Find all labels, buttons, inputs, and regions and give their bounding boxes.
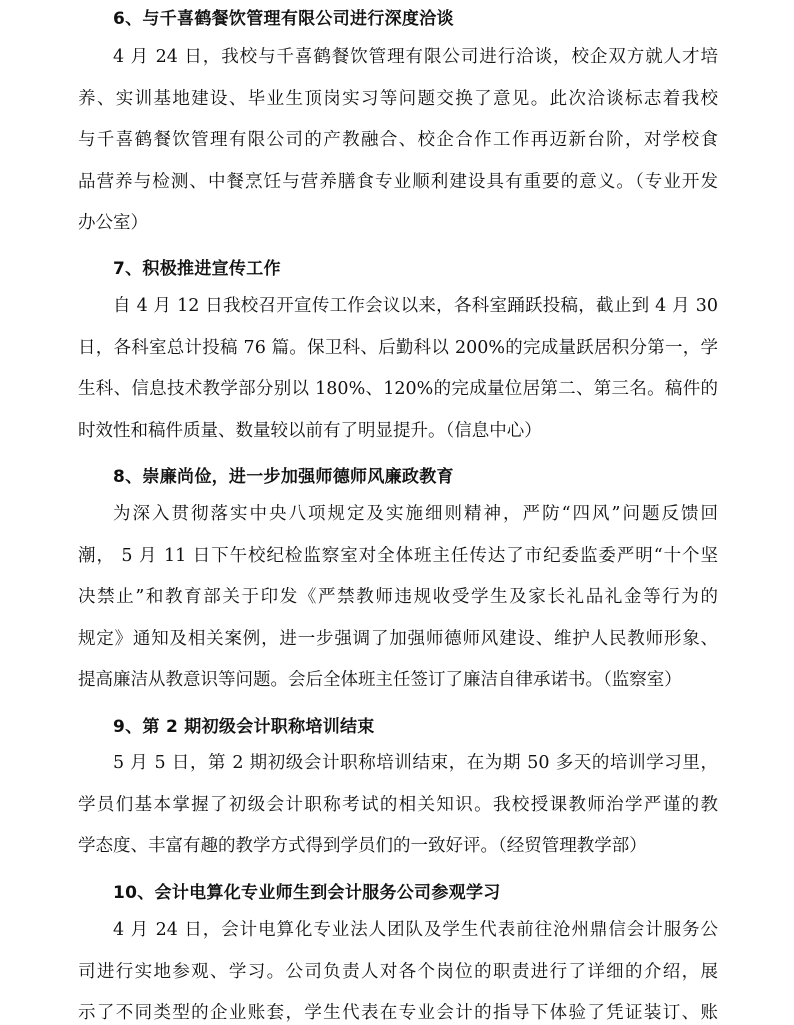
section-8-paragraph [78,494,718,702]
text-line: 养、实训基地建设、毕业生顶岗实习等问题交换了意见。此次洽谈标志着我校 [78,88,718,109]
text-line: 4 月 24 日，会计电算化专业法人团队及学生代表前往沧州鼎信会计服务公 [113,920,718,940]
text-line: 提高廉洁从教意识等问题。会后全体班主任签订了廉洁自律承诺书。（监察室） [78,670,682,690]
text-line: 司进行实地参观、学习。公司负责人对各个岗位的职责进行了详细的介绍，展 [78,961,718,982]
text-line: 时效性和稿件质量、数量较以前有了明显提升。（信息中心） [78,420,542,441]
text-line: 规定》通知及相关案例，进一步强调了加强师德师风建设、维护人民教师形象、 [78,628,718,649]
text-line: 4 月 24 日，我校与千喜鹤餐饮管理有限公司进行洽谈，校企双方就人才培 [113,47,718,67]
text-line: 学员们基本掌握了初级会计职称考试的相关知识。我校授课教师治学严谨的教 [78,794,718,815]
text-line: 潮， 5 月 11 日下午校纪检监察室对全体班主任传达了市纪委监委严明“十个坚 [78,545,718,566]
section-6-heading: 6、与千喜鹤餐饮管理有限公司进行深度洽谈 [113,9,454,29]
text-line: 品营养与检测、中餐烹饪与营养膳食专业顺利建设具有重要的意义。（专业开发 [78,171,718,192]
text-line: 生科、信息技术教学部分别以 180%、120%的完成量位居第二、第三名。稿件的 [78,379,718,399]
text-line: 5 月 5 日，第 2 期初级会计职称培训结束，在为期 50 多天的培训学习里， [113,753,718,773]
text-line: 与千喜鹤餐饮管理有限公司的产教融合、校企合作工作再迈新台阶，对学校食 [78,130,718,150]
text-line: 示了不同类型的企业账套，学生代表在专业会计的指导下体验了凭证装订、账 [78,1003,718,1023]
text-line: 学态度、丰富有趣的教学方式得到学员们的一致好评。（经贸管理教学部） [78,836,647,856]
section-10-heading: 10、会计电算化专业师生到会计服务公司参观学习 [113,883,501,903]
text-line: 日，各科室总计投稿 76 篇。保卫科、后勤科以 200%的完成量跃居积分第一，学 [78,337,718,358]
section-9-paragraph [78,743,718,868]
section-7-paragraph [78,286,718,452]
section-7-heading: 7、积极推进宣传工作 [113,259,281,279]
text-line: 办公室） [78,213,148,233]
text-line: 自 4 月 12 日我校召开宣传工作会议以来，各科室踊跃投稿，截止到 4 月 30 [113,296,718,316]
section-8-heading: 8、崇廉尚俭，进一步加强师德师风廉政教育 [113,467,454,487]
section-10-paragraph [78,910,718,1025]
text-line: 为深入贯彻落实中央八项规定及实施细则精神，严防“四风”问题反馈回 [113,504,718,524]
section-6-paragraph [78,37,718,245]
text-line: 决禁止”和教育部关于印发《严禁教师违规收受学生及家长礼品礼金等行为的 [78,587,718,607]
section-9-heading: 9、第 2 期初级会计职称培训结束 [113,717,375,737]
